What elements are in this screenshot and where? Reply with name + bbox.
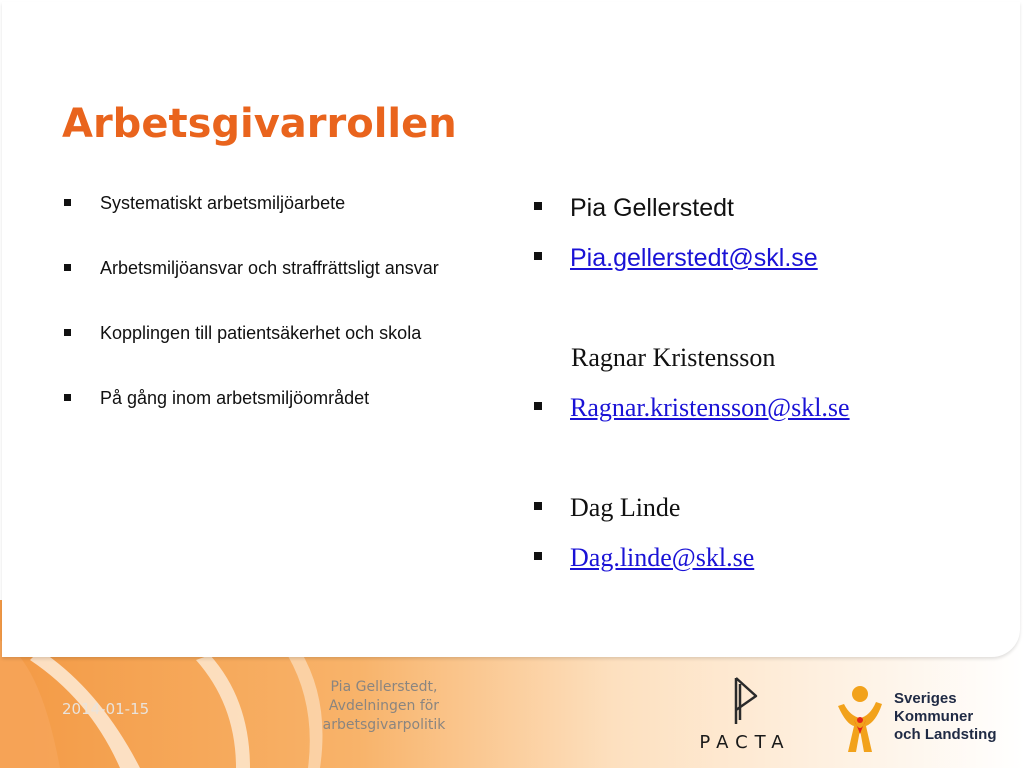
list-item (62, 186, 482, 221)
contact-list (534, 188, 1004, 578)
list-item-label: Systematiskt arbetsmiljöarbete (100, 193, 346, 213)
contact-name-ragnar (534, 338, 1004, 378)
contact-email-dag (534, 538, 1004, 578)
pacta-mark-icon (690, 670, 800, 730)
contact-name-label: Ragnar Kristensson (571, 343, 776, 372)
footer-author-line: Avdelningen för (328, 698, 440, 714)
square-bullet-icon (64, 394, 71, 401)
list-item-label: På gång inom arbetsmiljöområdet (100, 388, 370, 408)
pacta-logo (690, 670, 800, 758)
footer-author-line: arbetsgivarpolitik (322, 717, 446, 733)
skl-line: Sveriges (894, 690, 957, 707)
list-item (62, 381, 482, 416)
square-bullet-icon (64, 264, 71, 271)
contact-name-pia (534, 188, 1004, 228)
square-bullet-icon (534, 202, 542, 210)
list-item (62, 316, 482, 351)
contact-name-label: Pia Gellerstedt (570, 194, 734, 222)
square-bullet-icon (534, 552, 542, 560)
footer-date: 2014-01-15 (62, 700, 150, 718)
skl-logo (832, 680, 1012, 760)
list-item (62, 251, 482, 286)
email-link-dag[interactable]: Dag.linde@skl.se (570, 543, 755, 572)
square-bullet-icon (534, 252, 542, 260)
list-item-label: Kopplingen till patientsäkerhet och skola (100, 323, 422, 343)
topic-list (62, 186, 482, 454)
square-bullet-icon (534, 502, 542, 510)
skl-wordmark (894, 690, 997, 744)
slide-title: Arbetsgivarrollen (62, 101, 457, 147)
contact-email-pia (534, 238, 1004, 278)
square-bullet-icon (64, 329, 71, 336)
pacta-wordmark: PACTA (699, 732, 791, 753)
skl-line: Kommuner (894, 708, 974, 725)
footer-author (300, 678, 468, 735)
skl-figure-icon (832, 680, 892, 760)
square-bullet-icon (64, 199, 71, 206)
skl-line: och Landsting (894, 726, 997, 743)
square-bullet-icon (534, 402, 542, 410)
contact-email-ragnar (534, 388, 1004, 428)
email-link-ragnar[interactable]: Ragnar.kristensson@skl.se (570, 393, 850, 422)
contact-name-label: Dag Linde (570, 493, 681, 522)
footer-author-line: Pia Gellerstedt, (330, 679, 438, 695)
email-link-pia[interactable]: Pia.gellerstedt@skl.se (570, 244, 818, 272)
contact-name-dag (534, 488, 1004, 528)
list-item-label: Arbetsmiljöansvar och straffrättsligt ansvar (100, 258, 439, 278)
